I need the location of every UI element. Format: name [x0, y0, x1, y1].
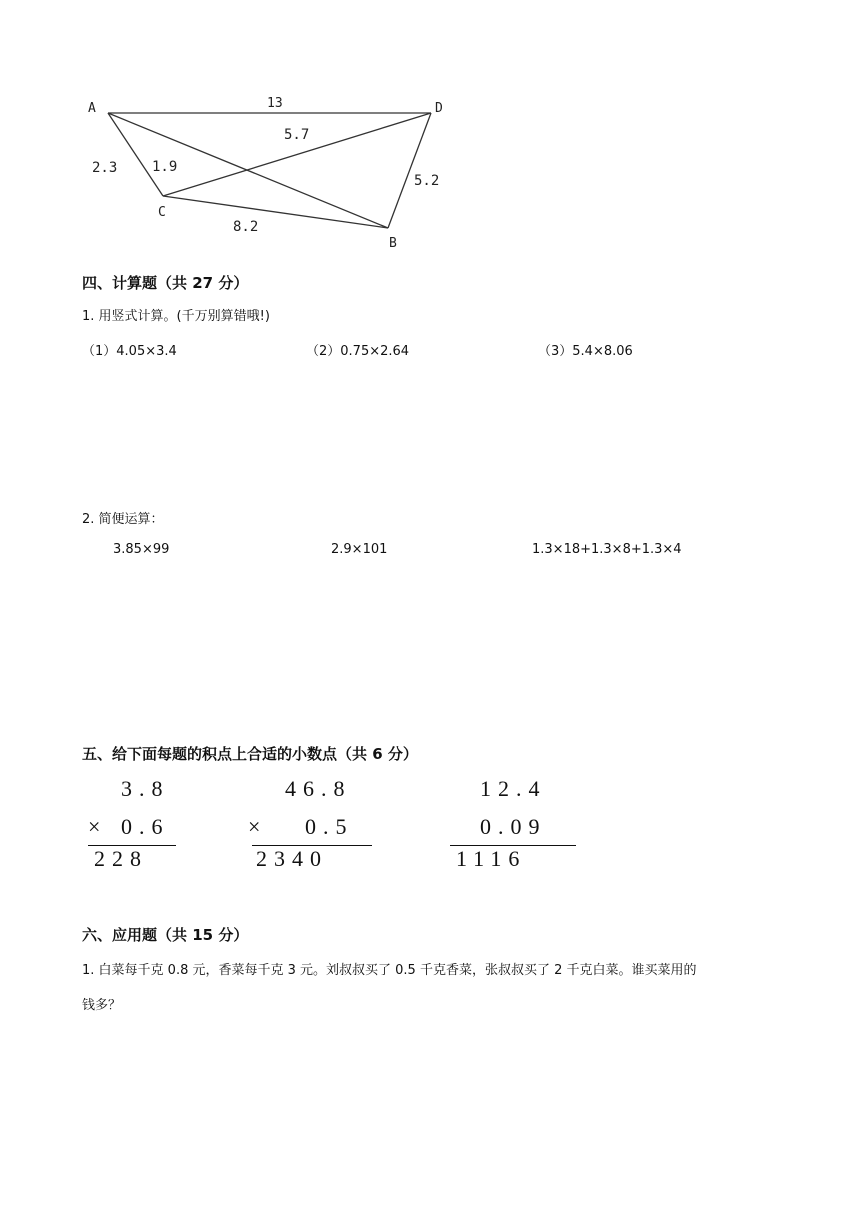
segment-ac [108, 113, 163, 196]
segment-cb [163, 196, 388, 228]
length-cd-label: 5.7 [284, 127, 310, 143]
multiplication-problem-1 [88, 772, 208, 872]
point-c-label: C [158, 205, 166, 220]
section-6-q1-line-2: 钱多？ [82, 998, 122, 1013]
section-4-q2-item-1: 3.85×99 [113, 542, 170, 557]
product-digits: 1116 [456, 846, 527, 871]
times-sign: × [88, 814, 108, 839]
section-4-q1-title: 1. 用竖式计算。(千万别算错哦!) [82, 309, 270, 324]
section-4-q2-item-2: 2.9×101 [331, 542, 388, 557]
product-digits: 2340 [256, 846, 328, 871]
section-6-heading: 六、应用题（共 15 分） [82, 926, 249, 944]
length-cb-label: 8.2 [233, 219, 259, 235]
segment-ab [108, 113, 388, 228]
point-a-label: A [88, 101, 96, 116]
section-4-q1-item-2: （2）0.75×2.64 [306, 344, 410, 359]
multiplication-problem-2 [248, 772, 388, 872]
point-d-label: D [435, 101, 443, 116]
times-sign: × [248, 814, 268, 839]
section-4-q1-item-1: （1）4.05×3.4 [82, 344, 177, 359]
multiplier: 0.09 [480, 814, 547, 839]
multiplicand: 3.8 [121, 776, 170, 801]
length-db-label: 5.2 [414, 173, 440, 189]
section-4-heading: 四、计算题（共 27 分） [82, 274, 249, 292]
quadrilateral-figure [80, 92, 480, 262]
multiplication-problem-3 [450, 772, 590, 872]
multiplicand: 12.4 [480, 776, 547, 801]
multiplier: 0.5 [305, 814, 354, 839]
product-digits: 228 [94, 846, 148, 871]
section-6-q1-line-1: 1. 白菜每千克 0.8 元，香菜每千克 3 元。刘叔叔买了 0.5 千克香菜，张叔叔买了 2 千克白菜。谁买菜用的 [82, 963, 697, 978]
section-4-q1-item-3: （3）5.4×8.06 [538, 344, 633, 359]
length-ac-label: 2.3 [92, 160, 118, 176]
length-ad-label: 13 [267, 96, 283, 111]
section-4-q2-title: 2. 简便运算： [82, 512, 164, 527]
segment-db [388, 113, 431, 228]
segment-cd [163, 113, 431, 196]
section-5-heading: 五、给下面每题的积点上合适的小数点（共 6 分） [82, 745, 418, 763]
multiplicand: 46.8 [285, 776, 352, 801]
multiplier: 0.6 [121, 814, 170, 839]
point-b-label: B [389, 236, 397, 251]
section-4-q2-item-3: 1.3×18+1.3×8+1.3×4 [532, 542, 682, 557]
length-inner-label: 1.9 [152, 159, 178, 175]
